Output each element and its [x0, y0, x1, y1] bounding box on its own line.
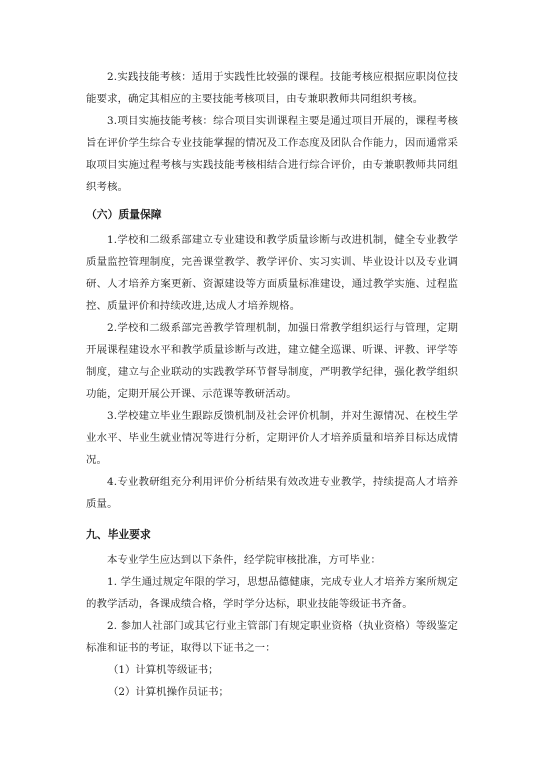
certificate-item-2: （2）计算机操作员证书； [108, 686, 229, 698]
quality-item-3: 3.学校建立毕业生跟踪反馈机制及社会评价机制，并对生源情况、在校生学业水平、毕业生就业情况等进行分析，定期评价人才培养质量和培养目标达成情况。 [86, 410, 458, 466]
section-heading-graduation-requirements: 九、毕业要求 [86, 528, 151, 541]
graduation-intro: 本专业学生应达到以下条件，经学院审核批准，方可毕业： [107, 554, 382, 566]
quality-item-1: 1.学校和二级系部建立专业建设和教学质量诊断与改进机制，健全专业教学质量监控管理制度，完善课堂教学、教学评价、实习实训、毕业设计以及专业调研、人才培养方案更新、资源建设等方面质量标准建设，通过教学实施、过程监控、质量评价和持续改进,达成人才培养规格。 [86, 234, 458, 312]
graduation-item-1: 1. 学生通过规定年限的学习，思想品德健康，完成专业人才培养方案所规定的教学活动，各课成绩合格，学时学分达标，职业技能等级证书齐备。 [86, 576, 458, 610]
certificate-item-1: （1）计算机等级证书； [108, 664, 219, 676]
paragraph-practical-skill-assessment: 2.实践技能考核：适用于实践性比较强的课程。技能考核应根据应职岗位技能要求，确定其相应的主要技能考核项目，由专兼职教师共同组织考核。 [86, 71, 458, 105]
quality-item-4: 4.专业教研组充分利用评价分析结果有效改进专业教学，持续提高人才培养质量。 [86, 476, 458, 510]
section-heading-quality-assurance: （六）质量保障 [86, 208, 162, 221]
paragraph-project-skill-assessment: 3.项目实施技能考核：综合项目实训课程主要是通过项目开展的，课程考核旨在评价学生综合专业技能掌握的情况及工作态度及团队合作能力，因而通常采取项目实施过程考核与实践技能考核相结合进行综合评价，由专兼职教师共同组织考核。 [86, 115, 458, 193]
quality-item-2: 2.学校和二级系部完善教学管理机制，加强日常教学组织运行与管理，定期开展课程建设水平和教学质量诊断与改进，建立健全巡课、听课、评教、评学等制度，建立与企业联动的实践教学环节督导制度，严明教学纪律，强化教学组织功能，定期开展公开课、示范课等教研活动。 [86, 322, 458, 400]
graduation-item-2: 2. 参加人社部门或其它行业主管部门有规定职业资格（执业资格）等级鉴定标准和证书的考证，取得以下证书之一： [86, 620, 458, 654]
